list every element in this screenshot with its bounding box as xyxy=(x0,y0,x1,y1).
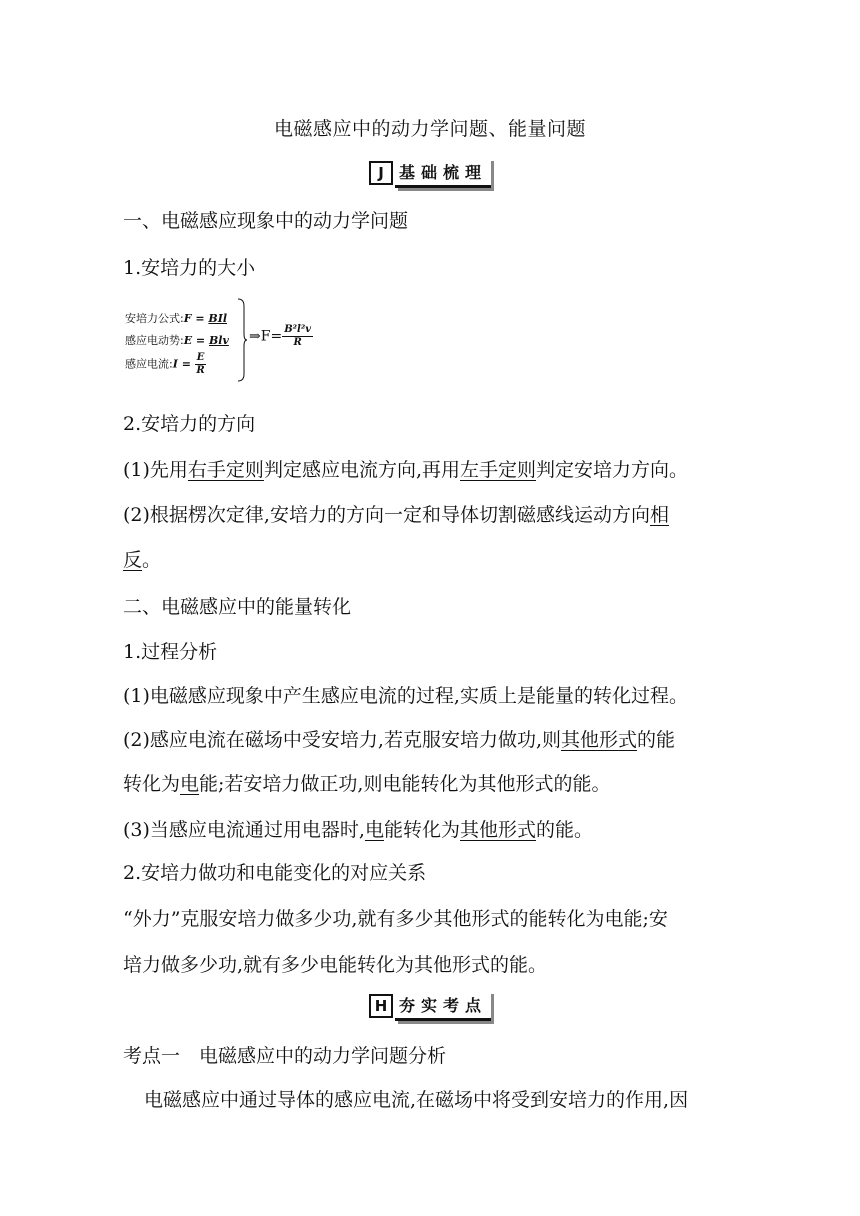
badge-text: 基础梳理 xyxy=(395,158,491,188)
answer-blank: 电 xyxy=(364,819,384,841)
subheading: 1.过程分析 xyxy=(123,641,218,663)
paragraph: (1)电磁感应现象中产生感应电流的过程,实质上是能量的转化过程。 xyxy=(123,685,688,707)
answer-blank: 左手定则 xyxy=(459,459,536,481)
answer-blank: 右手定则 xyxy=(187,459,264,481)
formula-row xyxy=(125,310,227,326)
text-run: 判定感应电流方向,再用 xyxy=(263,459,460,481)
formula-label: 安培力公式: xyxy=(125,312,184,325)
page-title: 电磁感应中的动力学问题、能量问题 xyxy=(273,118,586,140)
result-prefix: ⇒F= xyxy=(249,328,283,345)
answer-blank: 其他形式 xyxy=(460,819,537,841)
text-run: 的能。 xyxy=(536,819,594,841)
text-run: 判定安培力方向。 xyxy=(536,459,689,481)
badge-letter: J xyxy=(369,161,393,185)
paragraph-continued xyxy=(123,545,743,572)
fraction-numerator: E xyxy=(196,352,205,363)
answer-blank: 其他形式 xyxy=(561,729,638,751)
section-heading: 一、电磁感应现象中的动力学问题 xyxy=(123,210,409,232)
text-run: 能;若安培力做正功,则电能转化为其他形式的能。 xyxy=(199,773,611,795)
formula-row xyxy=(125,332,229,348)
formula-expr: I = xyxy=(172,357,195,371)
fraction-denominator: R xyxy=(293,337,302,348)
badge-letter: H xyxy=(369,994,393,1018)
section-badge-basics xyxy=(369,160,491,186)
answer-blank: 反 xyxy=(123,549,143,571)
fraction xyxy=(282,324,313,349)
paragraph-continued: 培力做多少功,就有多少电能转化为其他形式的能。 xyxy=(123,954,548,976)
paragraph: 电磁感应中通过导体的感应电流,在磁场中将受到安培力的作用,因 xyxy=(144,1089,689,1111)
text-run: (1)先用 xyxy=(123,459,188,481)
fraction xyxy=(195,352,207,377)
text-run: 。 xyxy=(142,549,162,571)
subheading: 2.安培力的方向 xyxy=(123,413,256,435)
answer-blank: 电 xyxy=(180,773,200,795)
text-run: (3)当感应电流通过用电器时, xyxy=(123,819,365,841)
section-badge-exam-points xyxy=(369,993,491,1019)
formula-result xyxy=(249,324,313,349)
paragraph: “外力”克服安培力做多少功,就有多少其他形式的能转化为电能;安 xyxy=(123,908,668,930)
subheading: 1.安培力的大小 xyxy=(123,257,256,279)
text-run: (2)根据楞次定律,安培力的方向一定和导体切割磁感线运动方向 xyxy=(123,504,650,526)
paragraph-continued xyxy=(123,769,743,796)
formula-label: 感应电流: xyxy=(125,357,173,371)
paragraph xyxy=(123,725,743,752)
formula-row xyxy=(125,352,206,377)
formula-expr: E = xyxy=(183,334,209,347)
subheading: 2.安培力做功和电能变化的对应关系 xyxy=(123,862,427,884)
right-brace-icon xyxy=(237,298,247,382)
paragraph xyxy=(123,455,743,482)
badge-text: 夯实考点 xyxy=(395,991,491,1021)
paragraph xyxy=(123,815,743,842)
text-run: 转化为 xyxy=(123,773,181,795)
text-run: 的能 xyxy=(637,729,676,751)
paragraph xyxy=(123,500,743,527)
section-heading: 二、电磁感应中的能量转化 xyxy=(123,596,352,618)
text-run: 能转化为 xyxy=(383,819,460,841)
formula-expr: Blv xyxy=(208,334,229,347)
formula-expr: BIl xyxy=(208,312,228,325)
fraction-denominator: R xyxy=(196,365,205,376)
section-heading: 考点一 电磁感应中的动力学问题分析 xyxy=(123,1045,447,1067)
text-run: (2)感应电流在磁场中受安培力,若克服安培力做功,则 xyxy=(123,729,561,751)
formula-expr: F = xyxy=(183,312,209,325)
ampere-force-formula xyxy=(125,298,385,388)
answer-blank: 相 xyxy=(649,504,669,526)
fraction-numerator: B²l²v xyxy=(284,324,312,335)
formula-label: 感应电动势: xyxy=(125,334,184,347)
